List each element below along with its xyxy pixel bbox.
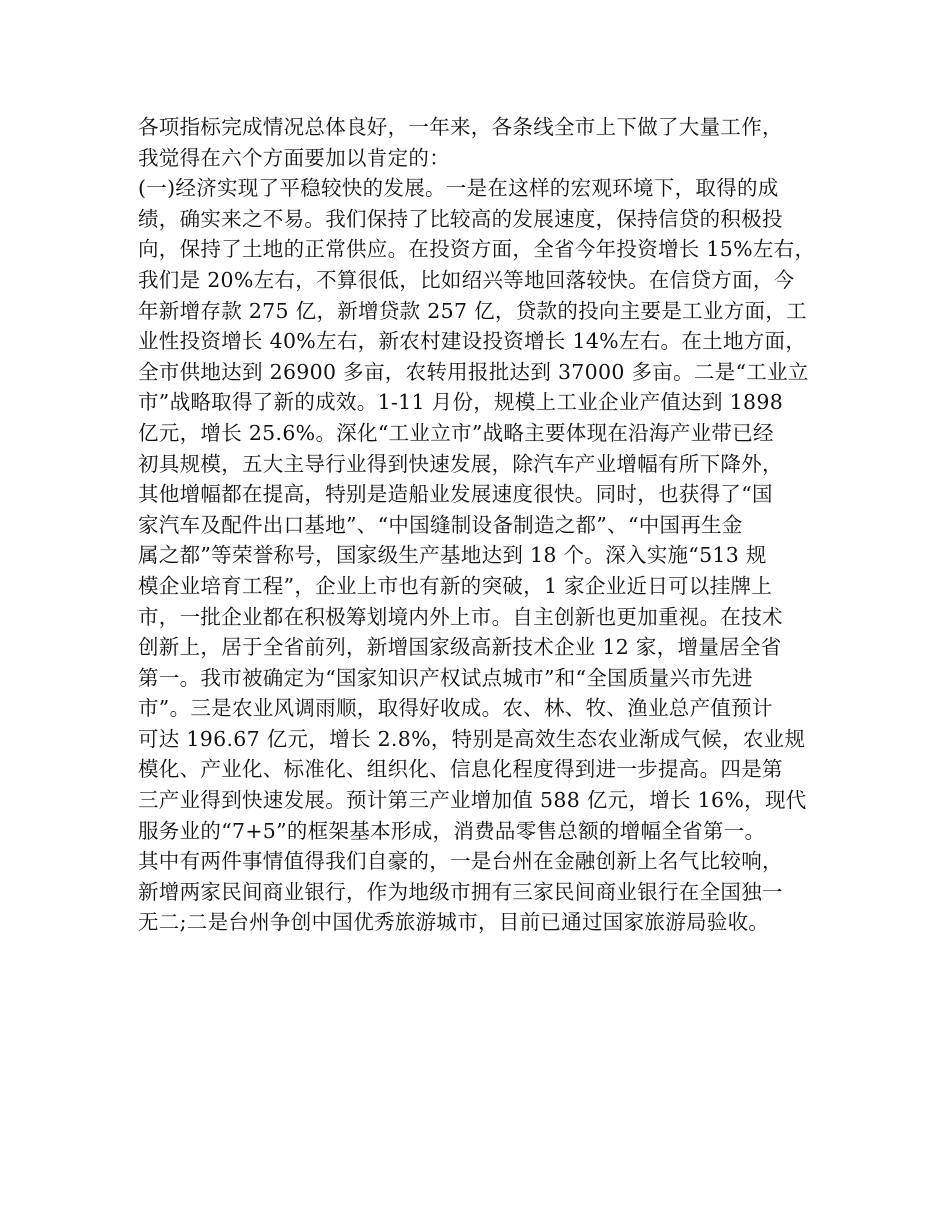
text-line: 无二;二是台州争创中国优秀旅游城市，目前已通过国家旅游局验收。: [138, 910, 770, 935]
text-line: 绩，确实来之不易。我们保持了比较高的发展速度，保持信贷的积极投: [138, 206, 783, 231]
text-line: 年新增存款 275 亿，新增贷款 257 亿，贷款的投向主要是工业方面，工: [138, 298, 807, 323]
body-text: [138, 112, 828, 938]
text-line: 新增两家民间商业银行，作为地级市拥有三家民间商业银行在全国独一: [138, 879, 783, 904]
text-line: 亿元，增长 25.6%。深化“工业立市”战略主要体现在沿海产业带已经: [138, 420, 774, 445]
text-line: 模化、产业化、标准化、组织化、信息化程度得到进一步提高。四是第: [138, 757, 783, 782]
text-line: 市”战略取得了新的成效。1-11 月份，规模上工业企业产值达到 1898: [138, 390, 784, 415]
text-line: 其他增幅都在提高，特别是造船业发展速度很快。同时，也获得了“国: [138, 482, 773, 507]
text-line: 市，一批企业都在积极筹划境内外上市。自主创新也更加重视。在技术: [138, 604, 783, 629]
text-line: (一)经济实现了平稳较快的发展。一是在这样的宏观环境下，取得的成: [138, 176, 779, 201]
text-line: 全市供地达到 26900 多亩，农转用报批达到 37000 多亩。二是“工业立: [138, 359, 809, 384]
text-line: 模企业培育工程”，企业上市也有新的突破，1 家企业近日可以挂牌上: [138, 573, 773, 598]
text-line: 其中有两件事情值得我们自豪的，一是台州在金融创新上名气比较响，: [138, 849, 783, 874]
text-line: 家汽车及配件出口基地”、“中国缝制设备制造之都”、“中国再生金: [138, 512, 743, 537]
text-line: 属之都”等荣誉称号，国家级生产基地达到 18 个。深入实施“513 规: [138, 543, 767, 568]
text-line: 业性投资增长 40%左右，新农村建设投资增长 14%左右。在土地方面，: [138, 329, 807, 354]
text-line: 初具规模，五大主导行业得到快速发展，除汽车产业增幅有所下降外，: [138, 451, 783, 476]
text-line: 各项指标完成情况总体良好，一年来，各条线全市上下做了大量工作，: [138, 115, 783, 139]
text-line: 服务业的“7+5”的框架基本形成，消费品零售总额的增幅全省第一。: [138, 818, 766, 843]
text-line: 市”。三是农业风调雨顺，取得好收成。农、林、牧、渔业总产值预计: [138, 696, 773, 721]
text-line: 我觉得在六个方面要加以肯定的：: [138, 145, 450, 170]
text-line: 我们是 20%左右，不算很低，比如绍兴等地回落较快。在信贷方面，今: [138, 267, 795, 292]
text-line: 第一。我市被确定为“国家知识产权试点城市”和“全国质量兴市先进: [138, 665, 753, 690]
text-line: 向，保持了土地的正常供应。在投资方面，全省今年投资增长 15%左右，: [138, 237, 816, 262]
text-line: 可达 196.67 亿元，增长 2.8%，特别是高效生态农业渐成气候，农业规: [138, 726, 806, 751]
text-line: 三产业得到快速发展。预计第三产业增加值 588 亿元，增长 16%，现代: [138, 788, 807, 813]
text-line: 创新上，居于全省前列，新增国家级高新技术企业 12 家，增量居全省: [138, 635, 782, 660]
